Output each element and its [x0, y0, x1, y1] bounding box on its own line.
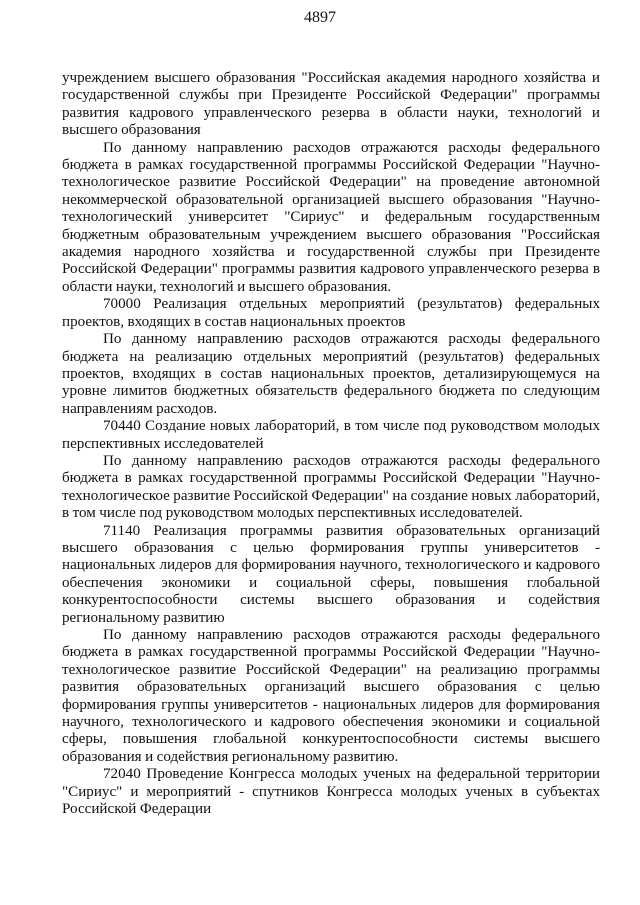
paragraph-continuation: учреждением высшего образования "Российская академия народного хозяйства и государственной службы при Президенте Российской Федерации" программы развития кадрового управленческого резерва в области науки, технологий и высшего образования: [62, 70, 600, 139]
document-body: [62, 70, 600, 818]
section-heading-72040: 72040 Проведение Конгресса молодых ученых на федеральной территории "Сириус" и мероприятий - спутников Конгресса молодых ученых в субъектах Российской Федерации: [62, 766, 600, 818]
paragraph: По данному направлению расходов отражаются расходы федерального бюджета в рамках государственной программы Российской Федерации "Научно-технологическое развитие Российской Федерации" на создание новых лабораторий, в том числе под руководством молодых перспективных исследователей.: [62, 452, 600, 522]
page-number: 4897: [304, 9, 336, 26]
paragraph: По данному направлению расходов отражаются расходы федерального бюджета на реализацию отдельных мероприятий (результатов) федеральных проектов, входящих в состав национальных проектов, детализирующемуся на уровне лимитов бюджетных обязательств федерального бюджета по следующим направлениям расходов.: [62, 331, 600, 417]
section-heading-70000: 70000 Реализация отдельных мероприятий (результатов) федеральных проектов, входящих в состав национальных проектов: [62, 296, 600, 330]
paragraph: По данному направлению расходов отражаются расходы федерального бюджета в рамках государственной программы Российской Федерации "Научно-технологическое развитие Российской Федерации" на реализацию программы развития образовательных организаций высшего образования с целью формирования группы университетов - национальных лидеров для формирования научного, технологического и кадрового обеспечения экономики и социальной сферы, повышения глобальной конкурентоспособности системы высшего образования и содействия региональному развитию.: [62, 627, 600, 765]
paragraph: По данному направлению расходов отражаются расходы федерального бюджета в рамках государственной программы Российской Федерации "Научно-технологическое развитие Российской Федерации" на проведение автономной некоммерческой образовательной организацией высшего образования "Научно-технологический университет "Сириус" и федеральным государственным бюджетным образовательным учреждением высшего образования "Российская академия народного хозяйства и государственной службы при Президенте Российской Федерации" программы развития кадрового управленческого резерва в области науки, технологий и высшего образования.: [62, 139, 600, 295]
section-heading-70440: 70440 Создание новых лабораторий, в том числе под руководством молодых перспективных исследователей: [62, 418, 600, 452]
section-heading-71140: 71140 Реализация программы развития образовательных организаций высшего образования с целью формирования группы университетов - национальных лидеров для формирования научного, технологического и кадрового обеспечения экономики и социальной сферы, повышения глобальной конкурентоспособности системы высшего образования и содействия региональному развитию: [62, 522, 600, 626]
